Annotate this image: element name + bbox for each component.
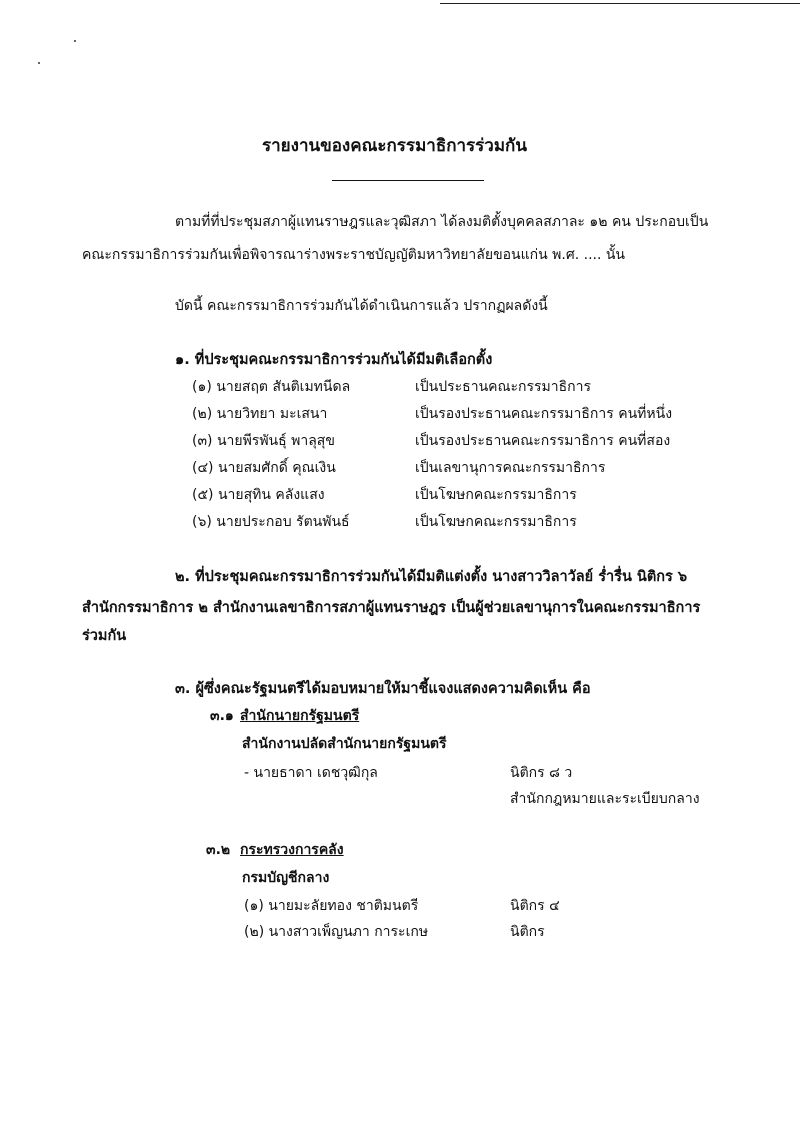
official-position: นิติกร [510,924,545,940]
section2-line-3: ร่วมกัน [82,628,127,644]
subsection-3-1-number: ๓.๑ [210,708,234,724]
document-title: รายงานของคณะกรรมาธิการร่วมกัน [262,136,527,156]
member-role: เป็นโฆษกคณะกรรมาธิการ [415,514,577,530]
scan-speck [74,40,76,42]
member-name: (๖) นายประกอบ รัตนพันธ์ [192,514,350,530]
subsection-3-1-agency: สำนักนายกรัฐมนตรี [240,708,360,724]
member-role: เป็นรองประธานคณะกรรมาธิการ คนที่สอง [415,433,671,449]
official-name: (๒) นางสาวเพ็ญนภา การะเกษ [244,924,429,940]
member-name: (๕) นายสุทิน คลังแสง [192,487,325,503]
member-role: เป็นโฆษกคณะกรรมาธิการ [415,487,577,503]
section3-heading: ๓. ผู้ซึ่งคณะรัฐมนตรีได้มอบหมายให้มาชี้แจงแสดงความคิดเห็น คือ [175,681,591,697]
scan-speck [38,62,40,64]
member-name: (๑) นายสฤต สันติเมทนีดล [192,379,351,395]
section2-line-2: สำนักกรรมาธิการ ๒ สำนักงานเลขาธิการสภาผู้แทนราษฎร เป็นผู้ช่วยเลขานุการในคณะกรรมาธิการ [82,600,701,616]
intro-line-1: ตามที่ที่ประชุมสภาผู้แทนราษฎรและวุฒิสภา ได้ลงมติตั้งบุคคลสภาละ ๑๒ คน ประกอบเป็น [175,214,709,230]
official-position: นิติกร ๘ ว [510,765,573,781]
subsection-3-2-agency: กระทรวงการคลัง [240,842,344,858]
official-position: นิติกร ๔ [510,898,560,914]
member-role: เป็นประธานคณะกรรมาธิการ [415,379,592,395]
progress-statement: บัดนี้ คณะกรรมาธิการร่วมกันได้ดำเนินการแล้ว ปรากฏผลดังนี้ [175,298,548,314]
member-name: (๒) นายวิทยา มะเสนา [192,406,328,422]
official-name: (๑) นายมะลัยทอง ชาติมนตรี [244,898,419,914]
intro-line-2: คณะกรรมาธิการร่วมกันเพื่อพิจารณาร่างพระราชบัญญัติมหาวิทยาลัยขอนแก่น พ.ศ. .... นั้น [82,247,626,263]
title-underline [332,180,484,181]
member-name: (๔) นายสมศักดิ์ คุณเงิน [192,460,336,476]
official-name: - นายธาดา เดชวุฒิกุล [244,765,378,781]
section2-line-1: ๒. ที่ประชุมคณะกรรมาธิการร่วมกันได้มีมติแต่งตั้ง นางสาววิลาวัลย์ ร่ำรื่น นิติกร ๖ [175,569,688,585]
section1-heading: ๑. ที่ประชุมคณะกรรมาธิการร่วมกันได้มีมติเลือกตั้ง [175,352,493,368]
official-unit: สำนักกฎหมายและระเบียบกลาง [510,791,700,807]
subsection-3-2-number: ๓.๒ [206,842,231,858]
member-name: (๓) นายพีรพันธุ์ พาลุสุข [192,433,335,449]
member-role: เป็นเลขานุการคณะกรรมาธิการ [415,460,606,476]
top-border-line [440,3,800,4]
subsection-3-2-office: กรมบัญชีกลาง [242,870,330,886]
member-role: เป็นรองประธานคณะกรรมาธิการ คนที่หนึ่ง [415,406,673,422]
subsection-3-1-office: สำนักงานปลัดสำนักนายกรัฐมนตรี [242,736,447,752]
